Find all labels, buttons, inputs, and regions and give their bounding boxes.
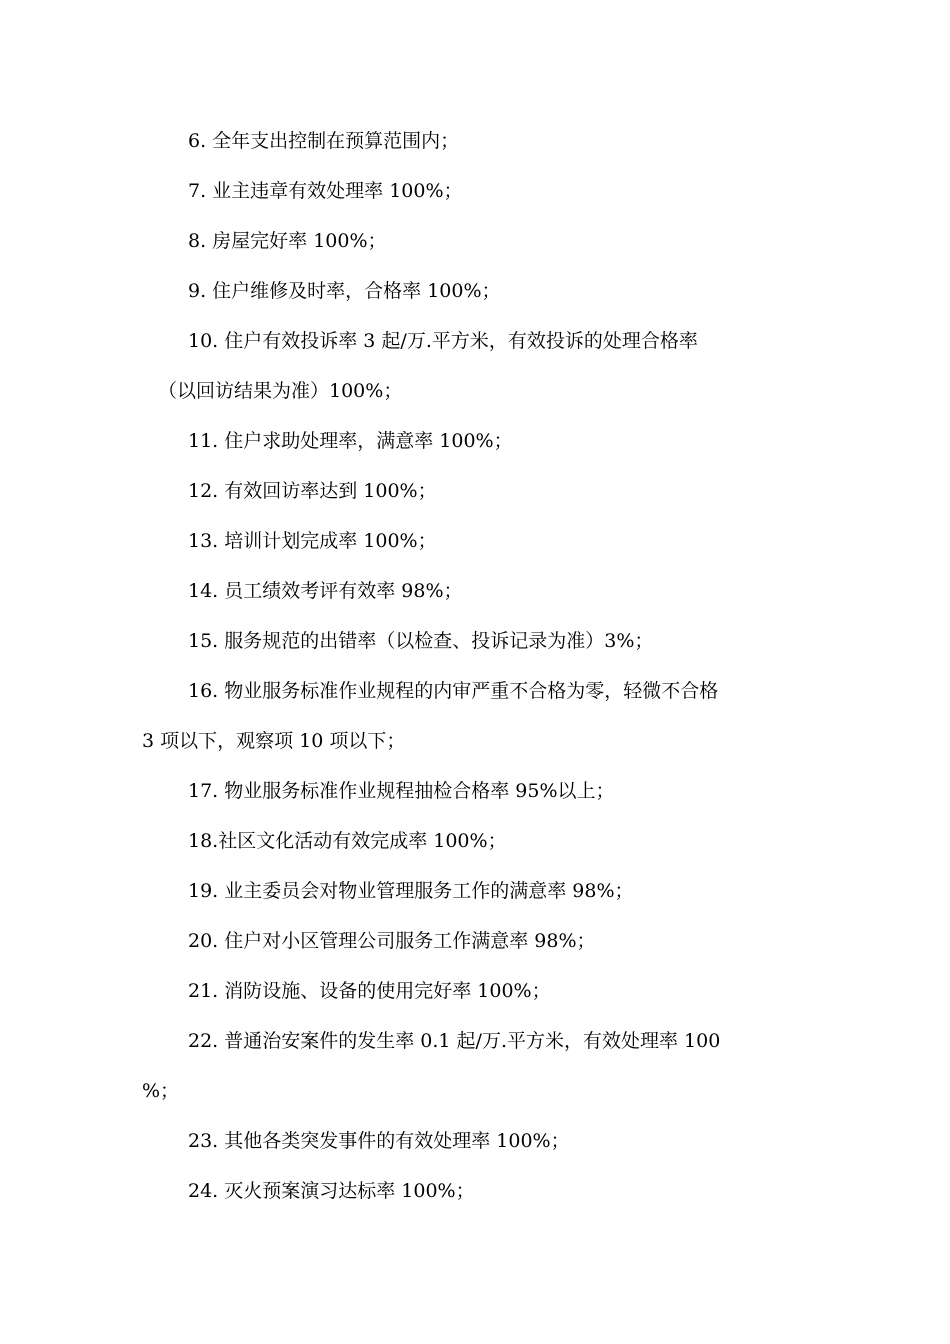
list-item-9: 9. 住户维修及时率，合格率 100%； bbox=[188, 280, 501, 302]
list-item-22-continued: %； bbox=[142, 1080, 180, 1102]
list-item-17: 17. 物业服务标准作业规程抽检合格率 95%以上； bbox=[188, 780, 615, 802]
list-item-15: 15. 服务规范的出错率（以检查、投诉记录为准）3%； bbox=[188, 630, 654, 652]
list-item-16-continued: 3 项以下，观察项 10 项以下； bbox=[142, 730, 406, 752]
list-item-16: 16. 物业服务标准作业规程的内审严重不合格为零，轻微不合格 bbox=[188, 680, 719, 702]
list-item-11: 11. 住户求助处理率，满意率 100%； bbox=[188, 430, 513, 452]
list-item-10: 10. 住户有效投诉率 3 起/万.平方米，有效投诉的处理合格率 bbox=[188, 330, 698, 352]
list-item-8: 8. 房屋完好率 100%； bbox=[188, 230, 387, 252]
list-item-19: 19. 业主委员会对物业管理服务工作的满意率 98%； bbox=[188, 880, 634, 902]
list-item-6: 6. 全年支出控制在预算范围内； bbox=[188, 130, 460, 152]
list-item-23: 23. 其他各类突发事件的有效处理率 100%； bbox=[188, 1130, 570, 1152]
list-item-7: 7. 业主违章有效处理率 100%； bbox=[188, 180, 463, 202]
list-item-13: 13. 培训计划完成率 100%； bbox=[188, 530, 437, 552]
list-item-10-continued: （以回访结果为准）100%； bbox=[158, 380, 403, 402]
document-body bbox=[142, 116, 814, 1216]
list-item-20: 20. 住户对小区管理公司服务工作满意率 98%； bbox=[188, 930, 596, 952]
list-item-21: 21. 消防设施、设备的使用完好率 100%； bbox=[188, 980, 551, 1002]
list-item-24: 24. 灭火预案演习达标率 100%； bbox=[188, 1180, 475, 1202]
list-item-14: 14. 员工绩效考评有效率 98%； bbox=[188, 580, 463, 602]
list-item-22: 22. 普通治安案件的发生率 0.1 起/万.平方米，有效处理率 100 bbox=[188, 1030, 721, 1052]
list-item-18: 18.社区文化活动有效完成率 100%； bbox=[188, 830, 507, 852]
list-item-12: 12. 有效回访率达到 100%； bbox=[188, 480, 437, 502]
